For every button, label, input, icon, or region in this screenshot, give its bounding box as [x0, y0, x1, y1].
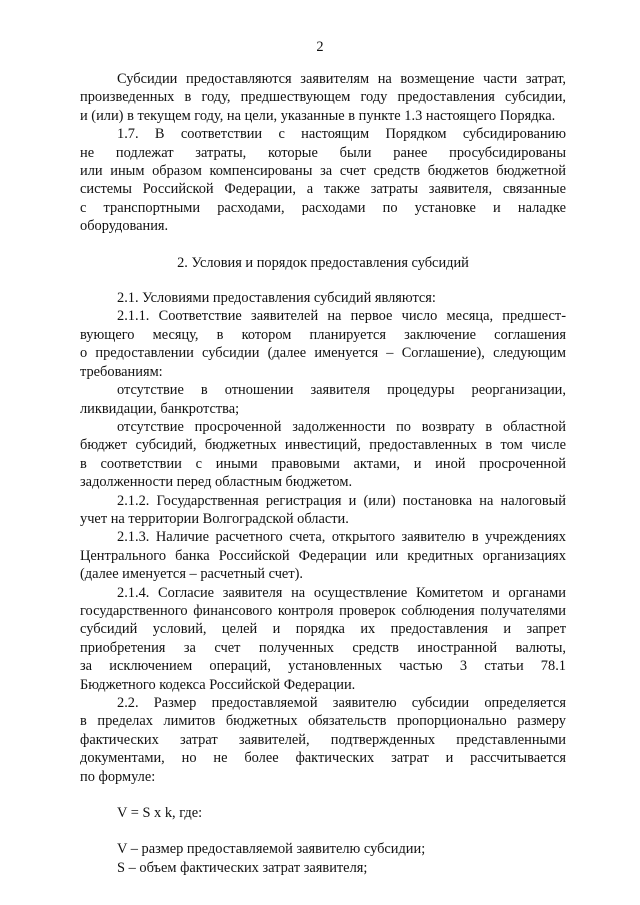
paragraph-1-7 — [80, 125, 566, 235]
text-line: 2.1.3. Наличие расчетного счета, открытого заявителю в учреждениях — [117, 529, 566, 546]
text-line: вующего месяцу, в котором планируется заключение соглашения — [80, 326, 566, 343]
text-line: о предоставлении субсидии (далее именуется – Соглашение), следующим — [80, 345, 566, 362]
definition-v: V – размер предоставляемой заявителю субсидии; — [117, 841, 426, 858]
text-line: задолженности перед областным бюджетом. — [80, 474, 353, 491]
text-line: 1.7. В соответствии с настоящим Порядком субсидированию — [117, 126, 566, 143]
text-line: 2.1. Условиями предоставления субсидий являются: — [117, 290, 436, 307]
text-line: 2.1.4. Согласие заявителя на осуществление Комитетом и органами — [117, 584, 566, 601]
text-line: по формуле: — [80, 768, 156, 785]
text-line: отсутствие в отношении заявителя процедуры реорганизации, — [117, 382, 566, 399]
text-line: 2.1.2. Государственная регистрация и (или) постановка на налоговый — [117, 492, 566, 509]
definition-s: S – объем фактических затрат заявителя; — [117, 859, 368, 876]
text-line: не подлежат затраты, которые были ранее просубсидированы — [80, 144, 566, 161]
text-line: системы Российской Федерации, а также затраты заявителя, связанные — [80, 181, 566, 198]
paragraph-intro — [80, 70, 566, 125]
text-line: приобретения за счет полученных средств иностранной валюты, — [80, 639, 566, 656]
text-line: Субсидии предоставляются заявителям на возмещение части затрат, — [117, 71, 566, 87]
text-line: требованиям: — [80, 363, 163, 380]
formula: V = S x k, где: — [117, 805, 203, 822]
text-line: учет на территории Волгоградской области. — [80, 510, 349, 527]
text-line: 2.1.1. Соответствие заявителей на первое число месяца, предшест- — [117, 308, 566, 325]
text-line: в пределах лимитов бюджетных обязательств пропорционально размеру — [80, 713, 566, 730]
text-line: 2.2. Размер предоставляемой заявителю субсидии определяется — [117, 695, 566, 711]
paragraph-debt — [80, 418, 566, 492]
text-line: в соответствии с иными правовыми актами, и иной просроченной — [80, 455, 566, 472]
paragraph-reorganization — [80, 381, 566, 418]
paragraph-2-1-3 — [80, 528, 566, 583]
text-line: за исключением операций, установленных частью 3 статьи 78.1 — [80, 658, 566, 675]
paragraph-2-1-1 — [80, 307, 566, 381]
text-line: документами, но не более фактических затрат и рассчитывается — [80, 750, 566, 767]
paragraph-2-2 — [80, 694, 566, 786]
text-line: государственного финансового контроля проверок соблюдения получателями — [80, 602, 566, 619]
text-line: произведенных в году, предшествующем году предоставления субсидии, — [80, 89, 566, 106]
paragraph-2-1-4 — [80, 584, 566, 694]
text-line: фактических затрат заявителей, подтвержденных представленными — [80, 731, 566, 748]
text-line: Бюджетного кодекса Российской Федерации. — [80, 676, 356, 693]
text-line: бюджет субсидий, бюджетных инвестиций, предоставленных в том числе — [80, 437, 566, 454]
text-line: оборудования. — [80, 218, 169, 235]
text-line: (далее именуется – расчетный счет). — [80, 566, 303, 583]
formula-definitions — [80, 840, 566, 877]
page-number: 2 — [316, 39, 324, 55]
text-line: и (или) в текущем году, на цели, указанные в пункте 1.3 настоящего Порядка. — [80, 107, 556, 124]
text-line: Центрального банка Российской Федерации или кредитных организациях — [80, 547, 566, 564]
section-heading: 2. Условия и порядок предоставления субсидий — [177, 254, 469, 271]
text-line: отсутствие просроченной задолженности по возврату в областной — [117, 418, 566, 435]
text-line: или иным образом компенсированы за счет средств бюджетов бюджетной — [80, 163, 566, 180]
paragraph-2-1-2 — [80, 492, 566, 529]
page-content — [80, 70, 566, 877]
text-line: ликвидации, банкротства; — [80, 400, 240, 417]
text-line: субсидий условий, целей и порядка их предоставления и запрет — [80, 621, 566, 638]
paragraph-2-1 — [80, 289, 566, 307]
text-line: с транспортными расходами, расходами по установке и наладке — [80, 199, 566, 216]
